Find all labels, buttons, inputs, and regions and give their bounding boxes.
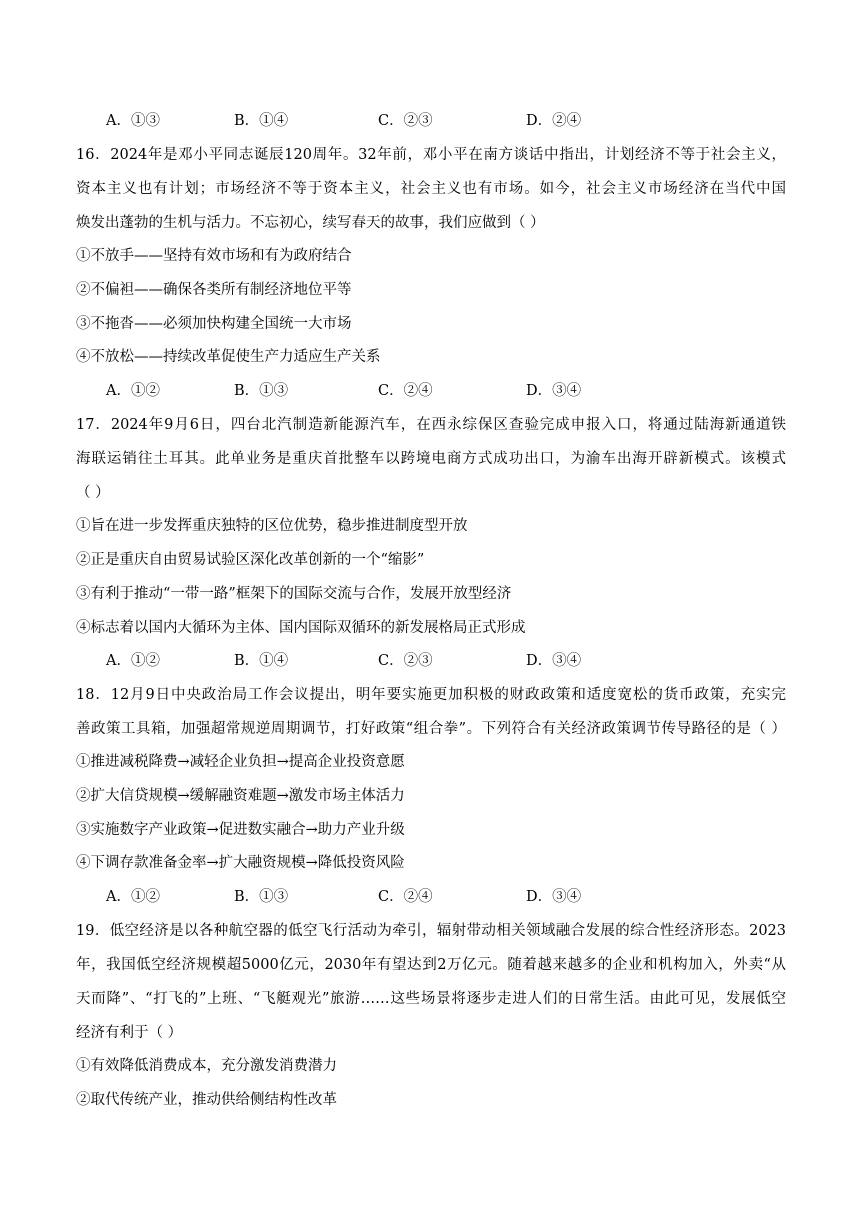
q19-item-1: ①有效降低消费成本，充分激发消费潜力 — [76, 1058, 337, 1074]
q18-option-d[interactable]: D．③④ — [526, 889, 582, 905]
q18-option-a[interactable]: A．①② — [106, 889, 160, 905]
q16-option-a[interactable]: A．①② — [106, 383, 160, 399]
q18-item-4: ④下调存款准备金率→扩大融资规模→降低投资风险 — [76, 855, 405, 871]
q17-options — [106, 651, 786, 671]
q17-item-2: ②正是重庆自由贸易试验区深化改革创新的一个“缩影” — [76, 552, 425, 568]
q18-stem-line-1: 18．12月9日中央政治局工作会议提出，明年要实施更加积极的财政政策和适度宽松的货币政策，充实完 — [76, 687, 786, 703]
q17-stem-line-1: 17．2024年9月6日，四台北汽制造新能源汽车，在西永综保区查验完成申报入口，将通过陆海新通道铁 — [76, 417, 786, 433]
q15-options — [106, 111, 786, 131]
q18-options — [106, 887, 786, 907]
q16-option-c[interactable]: C．②④ — [378, 383, 433, 399]
q15-option-c[interactable]: C．②③ — [378, 113, 433, 129]
q17-item-1: ①旨在进一步发挥重庆独特的区位优势，稳步推进制度型开放 — [76, 518, 468, 534]
q15-option-d[interactable]: D．②④ — [526, 113, 582, 129]
q19-stem-line-2: 年，我国低空经济规模超5000亿元，2030年有望达到2万亿元。随着越来越多的企业和机构加入，外卖“从 — [76, 957, 786, 973]
q17-stem-line-2: 海联运销往土耳其。此单业务是重庆首批整车以跨境电商方式成功出口，为渝车出海开辟新模式。该模式 — [76, 451, 786, 467]
q15-option-a[interactable]: A．①③ — [106, 113, 160, 129]
q19-stem-line-4: 经济有利于（ ） — [76, 1025, 183, 1041]
q18-option-b[interactable]: B．①③ — [234, 889, 289, 905]
q16-item-1: ①不放手——坚持有效市场和有为政府结合 — [76, 248, 352, 264]
q16-stem-line-1: 16．2024年是邓小平同志诞辰120周年。32年前，邓小平在南方谈话中指出，计划经济不等于社会主义， — [76, 147, 786, 163]
q16-stem-line-3: 焕发出蓬勃的生机与活力。不忘初心，续写春天的故事，我们应做到（ ） — [76, 215, 545, 231]
q16-option-b[interactable]: B．①③ — [234, 383, 289, 399]
q16-stem-line-2: 资本主义也有计划；市场经济不等于资本主义，社会主义也有市场。如今，社会主义市场经济在当代中国 — [76, 181, 786, 197]
q16-item-2: ②不偏袒——确保各类所有制经济地位平等 — [76, 282, 352, 298]
q16-item-3: ③不拖沓——必须加快构建全国统一大市场 — [76, 316, 352, 332]
q19-item-2: ②取代传统产业，推动供给侧结构性改革 — [76, 1092, 337, 1108]
q17-option-d[interactable]: D．③④ — [526, 653, 582, 669]
q18-stem-line-2: 善政策工具箱，加强超常规逆周期调节，打好政策“组合拳”。下列符合有关经济政策调节传导路径的是（ ） — [76, 721, 786, 737]
q19-stem-line-1: 19．低空经济是以各种航空器的低空飞行活动为牵引，辐射带动相关领域融合发展的综合性经济形态。2023 — [76, 923, 786, 939]
q17-stem-line-3: （ ） — [76, 485, 110, 501]
q16-item-4: ④不放松——持续改革促使生产力适应生产关系 — [76, 349, 381, 365]
q19-stem-line-3: 天而降”、“打飞的”上班、“飞艇观光”旅游……这些场景将逐步走进人们的日常生活。由此可见，发展低空 — [76, 991, 786, 1007]
q18-item-3: ③实施数字产业政策→促进数实融合→助力产业升级 — [76, 822, 405, 838]
q18-option-c[interactable]: C．②④ — [378, 889, 433, 905]
q17-item-4: ④标志着以国内大循环为主体、国内国际双循环的新发展格局正式形成 — [76, 620, 526, 636]
q17-option-a[interactable]: A．①② — [106, 653, 160, 669]
q16-option-d[interactable]: D．③④ — [526, 383, 582, 399]
q17-option-c[interactable]: C．②③ — [378, 653, 433, 669]
q18-item-1: ①推进减税降费→减轻企业负担→提高企业投资意愿 — [76, 754, 405, 770]
q15-option-b[interactable]: B．①④ — [234, 113, 289, 129]
q17-option-b[interactable]: B．①④ — [234, 653, 289, 669]
q17-item-3: ③有利于推动“一带一路”框架下的国际交流与合作，发展开放型经济 — [76, 586, 512, 602]
q18-item-2: ②扩大信贷规模→缓解融资难题→激发市场主体活力 — [76, 788, 405, 804]
q16-options — [106, 381, 786, 401]
